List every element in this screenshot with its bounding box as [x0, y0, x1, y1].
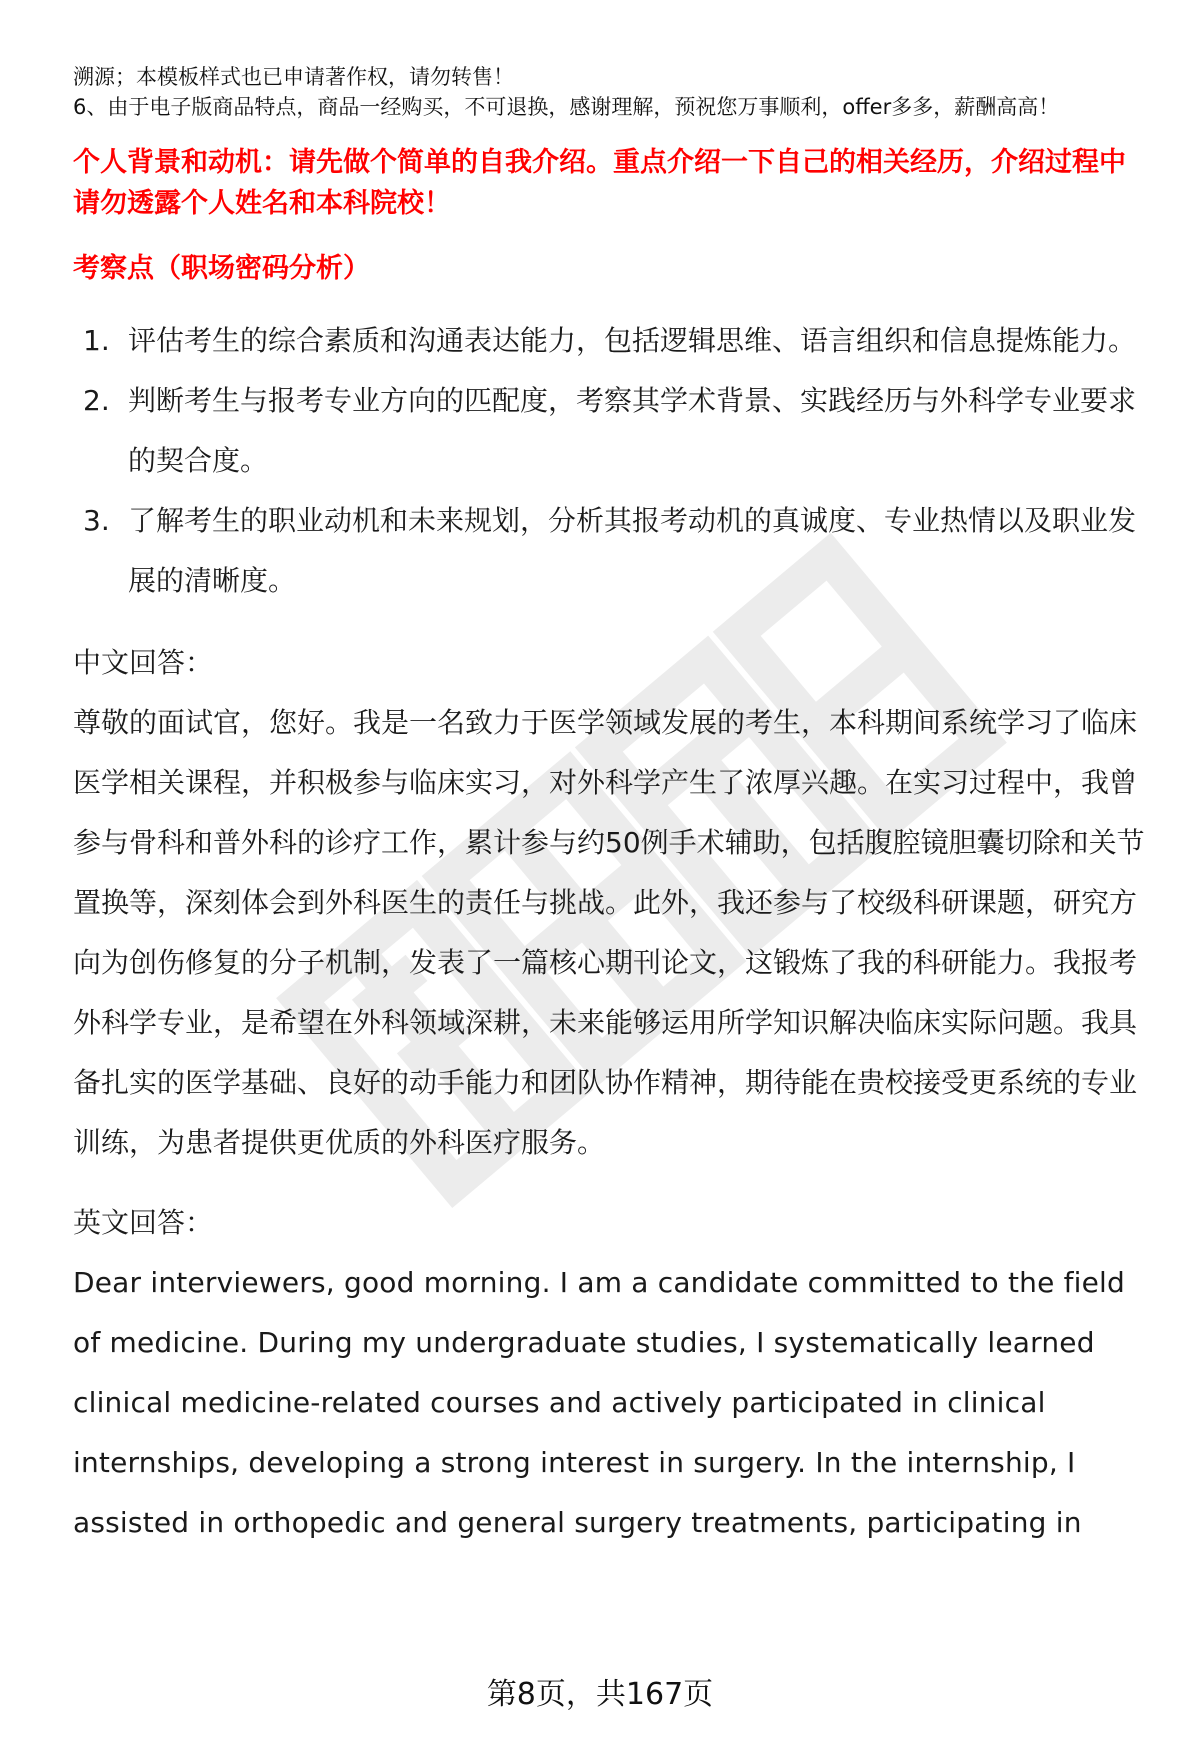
exam-points-list	[73, 311, 1148, 611]
list-item-number: 3.	[83, 504, 110, 537]
list-item-text: 判断考生与报考专业方向的匹配度，考察其学术背景、实践经历与外科学专业要求的契合度。	[128, 384, 1137, 477]
chinese-answer-text: 尊敬的面试官，您好。我是一名致力于医学领域发展的考生，本科期间系统学习了临床医学相关课程，并积极参与临床实习，对外科学产生了浓厚兴趣。在实习过程中，我曾参与骨科和普外科的诊疗工作，累计参与约50例手术辅助，包括腹腔镜胆囊切除和关节置换等，深刻体会到外科医生的责任与挑战。此外，我还参与了校级科研课题，研究方向为创伤修复的分子机制，发表了一篇核心期刊论文，这锻炼了我的科研能力。我报考外科学专业，是希望在外科领域深耕，未来能够运用所学知识解决临床实际问题。我具备扎实的医学基础、良好的动手能力和团队协作精神，期待能在贵校接受更系统的专业训练，为患者提供更优质的外科医疗服务。	[73, 706, 1145, 1159]
interview-question: 个人背景和动机：请先做个简单的自我介绍。重点介绍一下自己的相关经历，介绍过程中请勿透露个人姓名和本科院校！	[73, 147, 1126, 219]
english-answer-text: Dear interviewers, good morning. I am a candidate committed to the field of medicine. During my undergraduate studies, I systematically learned clinical medicine-related courses and actively participated in clinical internships, developing a strong interest in surgery. In the internship, I assisted in orthopedic and general surgery treatments, participating in	[73, 1266, 1126, 1539]
chinese-answer-label: 中文回答：	[73, 646, 214, 679]
list-item	[73, 311, 1148, 371]
page-number-footer: 第8页，共167页	[486, 1677, 714, 1712]
list-item-number: 2.	[83, 384, 110, 417]
list-item-text: 评估考生的综合素质和沟通表达能力，包括逻辑思维、语言组织和信息提炼能力。	[128, 324, 1137, 357]
english-answer-label: 英文回答：	[73, 1206, 214, 1239]
notice-line-1: 溯源；本模板样式也已申请著作权，请勿转售！	[73, 65, 514, 89]
list-item	[73, 491, 1148, 611]
list-item-text: 了解考生的职业动机和未来规划，分析其报考动机的真诚度、专业热情以及职业发展的清晰度。	[128, 504, 1137, 597]
document-body	[73, 62, 1148, 1553]
notice-line-2: 6、由于电子版商品特点，商品一经购买，不可退换，感谢理解，预祝您万事顺利，offer多多，薪酬高高！	[73, 95, 1060, 119]
list-item-number: 1.	[83, 324, 110, 357]
list-item	[73, 371, 1148, 491]
exam-points-title: 考察点（职场密码分析）	[73, 253, 370, 284]
